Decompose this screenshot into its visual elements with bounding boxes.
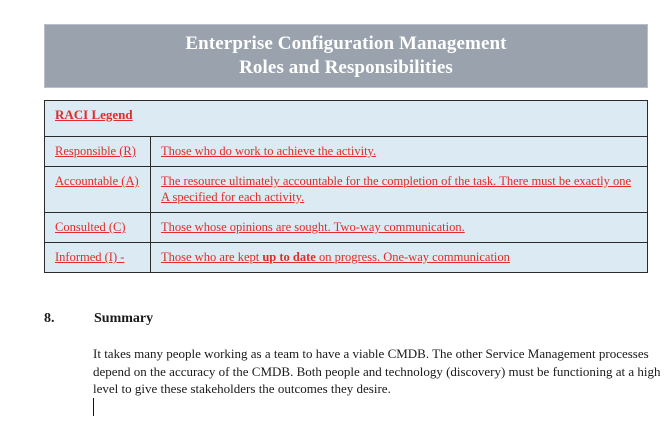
table-row-legend-header: [45, 101, 648, 137]
text-cursor-caret[interactable]: [93, 398, 94, 416]
raci-term-label: Consulted (C): [55, 220, 126, 234]
raci-legend-title-cell: [45, 101, 648, 137]
raci-definition-suffix: on progress. One-way communication: [315, 250, 510, 264]
banner-title-line-2: Roles and Responsibilities: [239, 57, 453, 78]
raci-definition-cell-responsible: [151, 137, 648, 167]
raci-legend-table: [44, 100, 648, 273]
raci-term-cell-accountable: [45, 167, 151, 213]
document-title-banner: [44, 24, 648, 88]
raci-definition-text: [161, 250, 510, 264]
raci-term-cell-informed: [45, 243, 151, 273]
raci-definition-text: The resource ultimately accountable for the completion of the task. There must be exactly one A specified for each activity.: [161, 174, 632, 204]
raci-definition-emphasis: up to date: [262, 250, 316, 264]
table-row: [45, 243, 648, 273]
table-row: [45, 167, 648, 213]
raci-legend-title: RACI Legend: [55, 107, 133, 122]
raci-definition-prefix: Those who are kept: [161, 250, 263, 264]
summary-paragraph: It takes many people working as a team to have a viable CMDB. The other Service Management processes depend on the accuracy of the CMDB. Both people and technology (discovery) must be functioning at a high level to give these stakeholders the outcomes they desire.: [93, 346, 661, 396]
section-number: 8.: [44, 311, 55, 326]
banner-title-line-1: Enterprise Configuration Management: [185, 33, 507, 54]
raci-definition-text: Those whose opinions are sought. Two-way communication.: [161, 220, 465, 234]
table-row: [45, 137, 648, 167]
raci-definition-cell-informed: [151, 243, 648, 273]
raci-term-label: Informed (I) -: [55, 250, 125, 264]
section-title: Summary: [94, 311, 154, 326]
section-heading-summary: [44, 310, 153, 328]
raci-term-label: Accountable (A): [55, 174, 139, 188]
raci-term-cell-consulted: [45, 213, 151, 243]
raci-term-label: Responsible (R): [55, 144, 136, 158]
raci-definition-cell-accountable: [151, 167, 648, 213]
table-row: [45, 213, 648, 243]
raci-definition-cell-consulted: [151, 213, 648, 243]
raci-term-cell-responsible: [45, 137, 151, 167]
raci-definition-text: Those who do work to achieve the activity.: [161, 144, 377, 158]
